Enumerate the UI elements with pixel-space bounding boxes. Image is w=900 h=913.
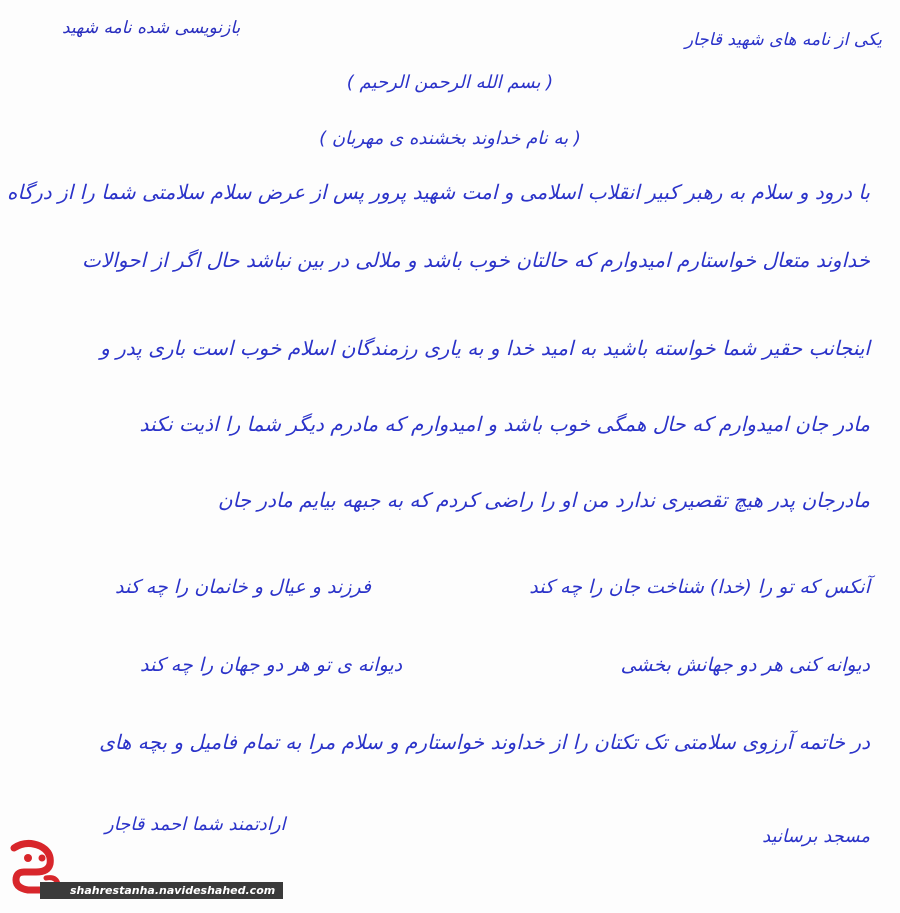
basmala: ( بسم الله الرحمن الرحیم ) bbox=[346, 72, 554, 93]
poem-line-2-right: دیوانه کنی هر دو جهانش بخشی bbox=[620, 654, 870, 676]
watermark bbox=[6, 838, 278, 904]
poem-line-1-right: آنکس که تو را (خدا) شناخت جان را چه کند bbox=[529, 576, 870, 598]
letter-line-3: اینجانب حقیر شما خواسته باشید به امید خدا و به یاری رزمندگان اسلام خوب است باری پدر و bbox=[100, 336, 870, 360]
letter-line-6: در خاتمه آرزوی سلامتی تک تکتان را از خداوند خواستارم و سلام مرا به تمام فامیل و بچه های bbox=[99, 730, 870, 754]
letter-line-2: خداوند متعال خواستارم امیدوارم که حالتان خوب باشد و ملالی در بین نباشد حال اگر از احوالات bbox=[82, 248, 870, 272]
letter-line-4: مادر جان امیدوارم که حال همگی خوب باشد و امیدوارم که مادرم دیگر شما را اذیت نکند bbox=[139, 412, 870, 436]
letter-line-5: مادرجان پدر هیچ تقصیری ندارد من او را راضی کردم که به جبهه بیایم مادر جان bbox=[217, 488, 870, 512]
signature: ارادتمند شما احمد قاجار bbox=[105, 814, 286, 835]
rewrite-note: بازنویسی شده نامه شهید bbox=[62, 18, 241, 38]
closing-note: مسجد برسانید bbox=[762, 826, 870, 847]
in-the-name-of-god: ( به نام خداوند بخشنده ی مهربان ) bbox=[319, 128, 581, 149]
poem-line-1-left: فرزند و عیال و خانمان را چه کند bbox=[115, 576, 371, 598]
letter-line-1: با درود و سلام به رهبر کبیر انقلاب اسلامی و امت شهید پرور پس از عرض سلام سلامتی شما را از درگاه bbox=[7, 180, 870, 204]
watermark-url: shahrestanha.navideshahed.com bbox=[40, 882, 283, 899]
letter-caption: یکی از نامه های شهید قاجار bbox=[684, 30, 882, 50]
poem-line-2-left: دیوانه ی تو هر دو جهان را چه کند bbox=[140, 654, 403, 676]
